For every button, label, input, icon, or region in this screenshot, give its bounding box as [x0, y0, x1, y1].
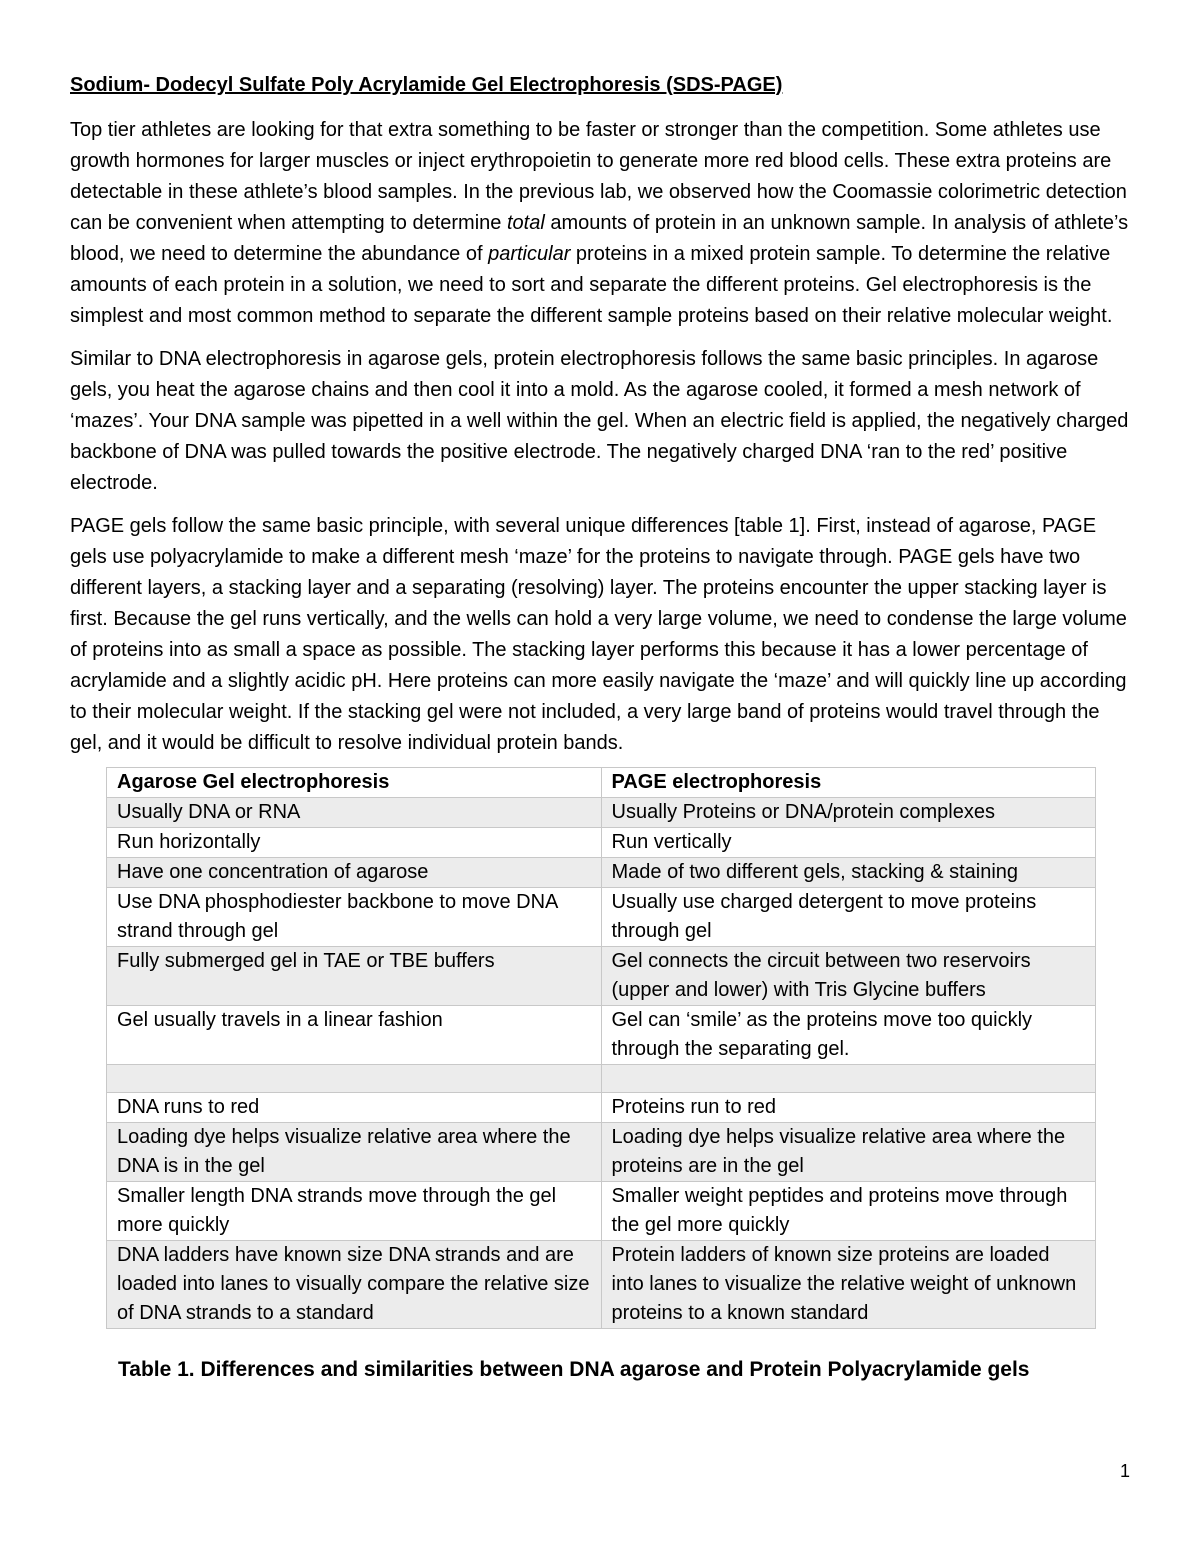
table-row: [107, 1065, 1096, 1093]
table-cell-agarose: Have one concentration of agarose: [107, 858, 602, 888]
table-header-agarose: Agarose Gel electrophoresis: [107, 768, 602, 798]
table-header-row: [107, 768, 1096, 798]
intro-emphasis-total: total: [506, 212, 545, 234]
table-cell-agarose: Run horizontally: [107, 828, 602, 858]
table-cell-page: Gel can ‘smile’ as the proteins move too quickly through the separating gel.: [601, 1006, 1096, 1065]
table-caption: Table 1. Differences and similarities between DNA agarose and Protein Polyacrylamide gels: [118, 1358, 1030, 1381]
table-row: [107, 1093, 1096, 1123]
table-cell-page: Proteins run to red: [601, 1093, 1096, 1123]
table-cell-page: Gel connects the circuit between two reservoirs (upper and lower) with Tris Glycine buffers: [601, 947, 1096, 1006]
table-header-page: PAGE electrophoresis: [601, 768, 1096, 798]
table-cell-agarose: Loading dye helps visualize relative area where the DNA is in the gel: [107, 1123, 602, 1182]
intro-emphasis-particular: particular: [488, 243, 571, 265]
table-cell-page: Made of two different gels, stacking & staining: [601, 858, 1096, 888]
table-cell-agarose: Smaller length DNA strands move through the gel more quickly: [107, 1182, 602, 1241]
table-row: [107, 1006, 1096, 1065]
table-cell-page: Smaller weight peptides and proteins move through the gel more quickly: [601, 1182, 1096, 1241]
table-row: [107, 888, 1096, 947]
table-row: [107, 1182, 1096, 1241]
table-cell-agarose: DNA runs to red: [107, 1093, 602, 1123]
table-row: [107, 858, 1096, 888]
table-cell-agarose: Fully submerged gel in TAE or TBE buffers: [107, 947, 602, 1006]
page-number: 1: [1119, 1461, 1130, 1481]
table-cell-agarose: DNA ladders have known size DNA strands and are loaded into lanes to visually compare the relative size of DNA strands to a standard: [107, 1241, 602, 1329]
comparison-table: [106, 767, 1096, 1329]
intro-text-b: amounts of protein in an unknown sample. In analysis of athlete’s blood, we need to determine the abundance of: [70, 212, 1129, 265]
table-row: [107, 1241, 1096, 1329]
table-cell-page: [601, 1065, 1096, 1093]
table-row: [107, 1123, 1096, 1182]
intro-paragraph: [70, 115, 1130, 332]
table-cell-page: Usually Proteins or DNA/protein complexes: [601, 798, 1096, 828]
table-cell-page: Usually use charged detergent to move proteins through gel: [601, 888, 1096, 947]
table-cell-agarose: Gel usually travels in a linear fashion: [107, 1006, 602, 1065]
intro-text-c: proteins in a mixed protein sample. To determine the relative amounts of each protein in a solution, we need to sort and separate the different proteins. Gel electrophoresis is the simplest and most common method to separate the different sample proteins based on their relative molecular weight.: [70, 243, 1113, 327]
agarose-paragraph: Similar to DNA electrophoresis in agarose gels, protein electrophoresis follows the same basic principles. In agarose gels, you heat the agarose chains and then cool it into a mold. As the agarose cooled, it formed a mesh network of ‘mazes’. Your DNA sample was pipetted in a well within the gel. When an electric field is applied, the negatively charged backbone of DNA was pulled towards the positive electrode. The negatively charged DNA ‘ran to the red’ positive electrode.: [70, 348, 1129, 494]
table-row: [107, 828, 1096, 858]
table-cell-agarose: Usually DNA or RNA: [107, 798, 602, 828]
intro-text-a: Top tier athletes are looking for that extra something to be faster or stronger than the competition. Some athletes use growth hormones for larger muscles or inject erythropoietin to generate more red blood cells. These extra proteins are detectable in these athlete’s blood samples. In the previous lab, we observed how the Coomassie colorimetric detection can be convenient when attempting to determine: [70, 119, 1127, 234]
page-title: Sodium- Dodecyl Sulfate Poly Acrylamide Gel Electrophoresis (SDS-PAGE): [70, 74, 783, 96]
table-row: [107, 798, 1096, 828]
document-page: [70, 70, 1130, 1385]
table-cell-page: Protein ladders of known size proteins are loaded into lanes to visualize the relative weight of unknown proteins to a known standard: [601, 1241, 1096, 1329]
page-gels-paragraph: PAGE gels follow the same basic principle, with several unique differences [table 1]. First, instead of agarose, PAGE gels use polyacrylamide to make a different mesh ‘maze’ for the proteins to navigate through. PAGE gels have two different layers, a stacking layer and a separating (resolving) layer. The proteins encounter the upper stacking layer is first. Because the gel runs vertically, and the wells can hold a very large volume, we need to condense the large volume of proteins into as small a space as possible. The stacking layer performs this because it has a lower percentage of acrylamide and a slightly acidic pH. Here proteins can more easily navigate the ‘maze’ and will quickly line up according to their molecular weight. If the stacking gel were not included, a very large band of proteins would travel through the gel, and it would be difficult to resolve individual protein bands.: [70, 515, 1127, 754]
table-row: [107, 947, 1096, 1006]
table-cell-page: Run vertically: [601, 828, 1096, 858]
table-cell-agarose: [107, 1065, 602, 1093]
table-cell-page: Loading dye helps visualize relative area where the proteins are in the gel: [601, 1123, 1096, 1182]
table-cell-agarose: Use DNA phosphodiester backbone to move DNA strand through gel: [107, 888, 602, 947]
